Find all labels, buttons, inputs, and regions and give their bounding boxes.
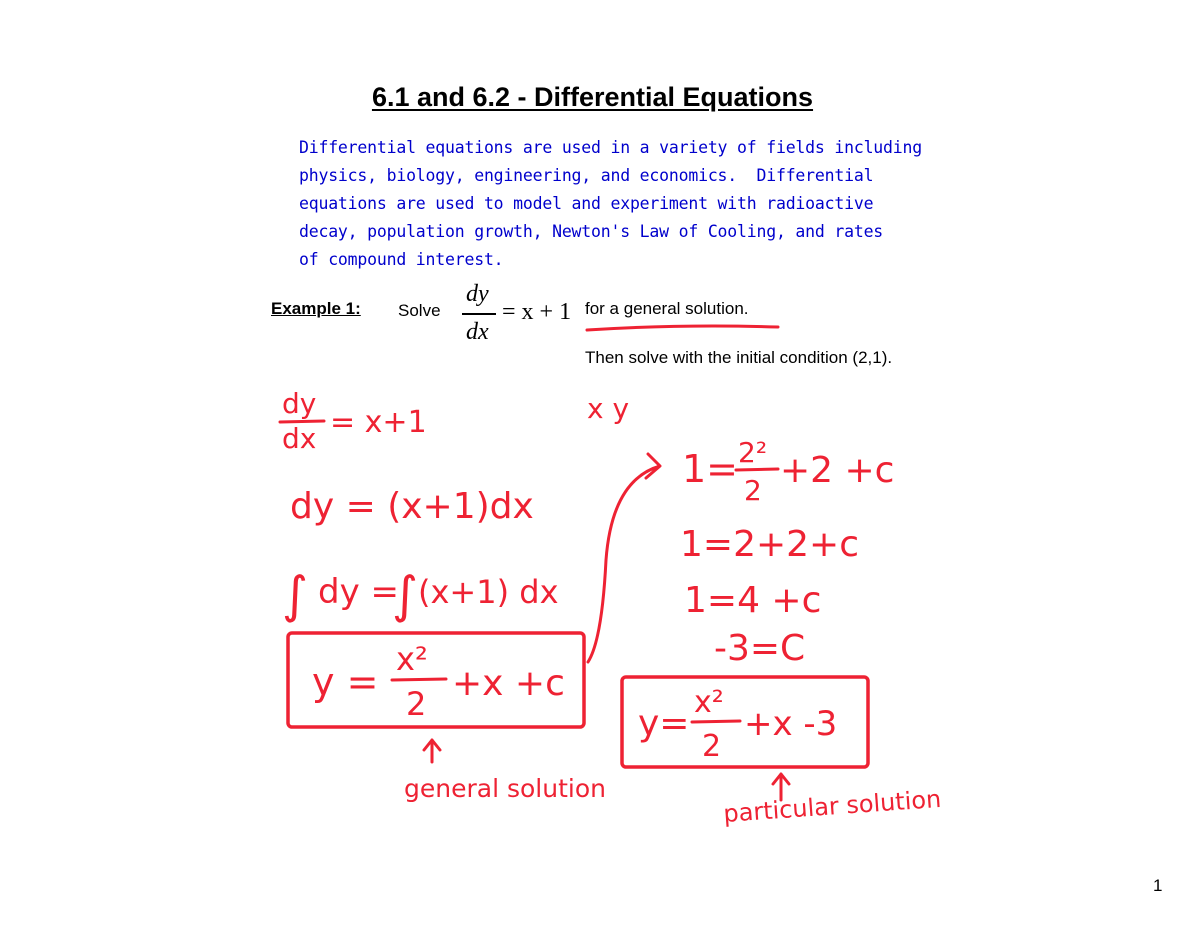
general-solution-underline bbox=[587, 326, 778, 330]
right-step4: -3=C bbox=[714, 628, 806, 669]
general-rest: +x +c bbox=[452, 663, 565, 704]
example-label: Example 1: bbox=[271, 299, 361, 318]
particular-numerator: x² bbox=[694, 685, 724, 720]
step3-left: dy = bbox=[318, 572, 399, 612]
general-y: y = bbox=[312, 660, 379, 704]
intro-line: physics, biology, engineering, and economics. Differential bbox=[299, 166, 874, 185]
right-step1-rest: +2 +c bbox=[780, 450, 895, 491]
intro-line: equations are used to model and experiment with radioactive bbox=[299, 194, 874, 213]
integral-sign-right: ∫ bbox=[392, 566, 419, 624]
connector-arrow bbox=[588, 454, 660, 662]
equation-numerator: dy bbox=[466, 281, 489, 307]
particular-fraction-bar bbox=[692, 721, 740, 722]
equation-rhs: = x + 1 bbox=[502, 299, 572, 325]
page-title: 6.1 and 6.2 - Differential Equations bbox=[371, 82, 814, 112]
right-step1-denominator: 2 bbox=[744, 474, 762, 507]
general-numerator: x² bbox=[396, 640, 428, 678]
right-step1-fraction-bar bbox=[736, 469, 778, 470]
general-arrow bbox=[424, 740, 440, 762]
step2-equation: dy = (x+1)dx bbox=[290, 486, 534, 527]
general-fraction-bar bbox=[392, 679, 446, 680]
general-solution-instruction: for a general solution. bbox=[585, 299, 749, 318]
step1-rhs: = x+1 bbox=[330, 405, 427, 440]
general-solution-label: general solution bbox=[404, 774, 606, 803]
right-step3: 1=4 +c bbox=[684, 580, 822, 621]
particular-rest: +x -3 bbox=[744, 704, 838, 744]
right-step2: 1=2+2+c bbox=[680, 524, 859, 565]
intro-line: decay, population growth, Newton's Law of Cooling, and rates bbox=[299, 222, 884, 241]
particular-solution-label: particular solution bbox=[722, 784, 943, 828]
step1-denominator: dx bbox=[282, 422, 317, 455]
step3-right: (x+1) dx bbox=[418, 573, 559, 611]
intro-line: of compound interest. bbox=[299, 250, 504, 269]
particular-denominator: 2 bbox=[702, 729, 722, 764]
solve-word: Solve bbox=[398, 301, 441, 320]
intro-line: Differential equations are used in a variety of fields including bbox=[299, 138, 922, 157]
step1-numerator: dy bbox=[282, 387, 317, 420]
initial-condition-instruction: Then solve with the initial condition (2,1). bbox=[585, 348, 893, 367]
xy-annotation: x y bbox=[587, 392, 630, 425]
equation-denominator: dx bbox=[466, 319, 489, 345]
particular-y: y= bbox=[638, 703, 690, 744]
integral-sign-left: ∫ bbox=[282, 566, 309, 624]
right-step1-lhs: 1= bbox=[682, 447, 739, 491]
page-number: 1 bbox=[1153, 876, 1163, 895]
right-step1-numerator: 2² bbox=[738, 436, 768, 469]
general-denominator: 2 bbox=[406, 685, 427, 723]
